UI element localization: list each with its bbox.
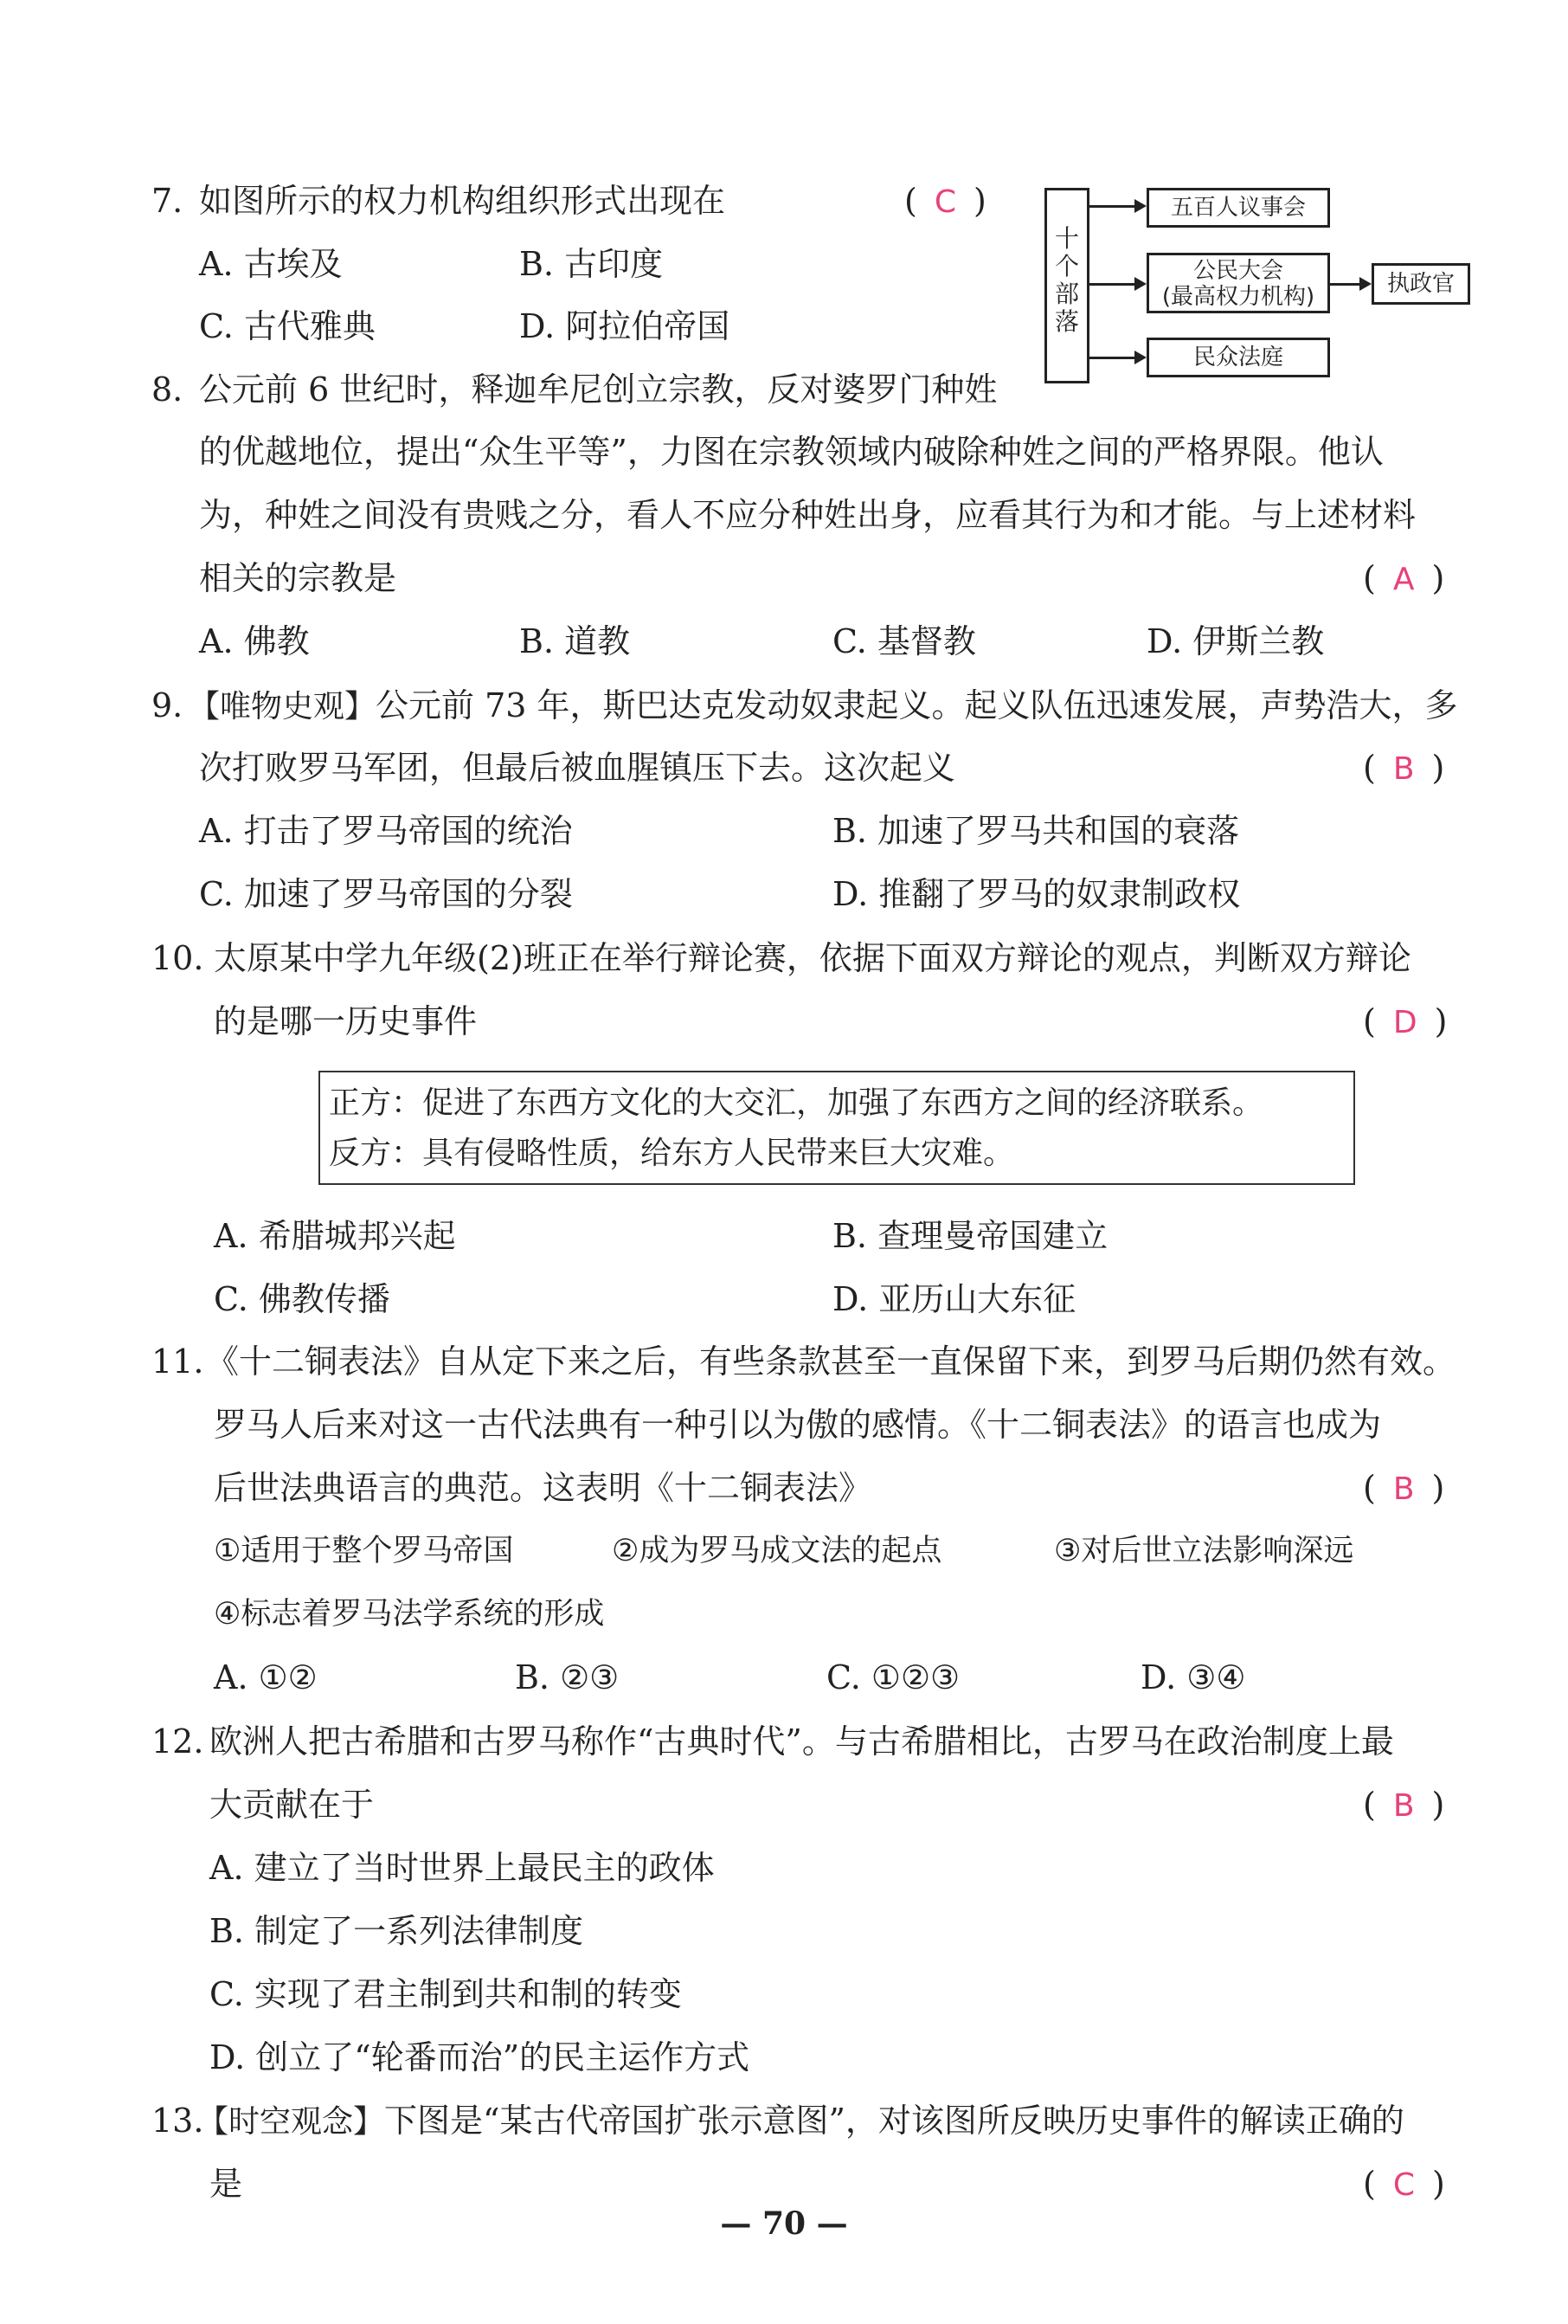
q10-pro-side: 正方：促进了东西方文化的大交汇，加强了东西方之间的经济联系。 — [329, 1085, 1264, 1121]
q11-item-3: ③对后世立法影响深远 — [1054, 1534, 1354, 1568]
q11-option-b: B. ②③ — [515, 1658, 620, 1696]
q11-item-4: ④标志着罗马法学系统的形成 — [214, 1597, 605, 1632]
q8-line-3: 为，种姓之间没有贵贱之分，看人不应分种姓出身，应看其行为和才能。与上述材料 — [199, 496, 1417, 534]
q12-option-a: A. 建立了当时世界上最民主的政体 — [209, 1849, 715, 1887]
q8-line-4: 相关的宗教是 — [199, 559, 397, 597]
q13-answer-letter: C — [1392, 2167, 1415, 2203]
q7-option-d: D. 阿拉伯帝国 — [519, 307, 730, 345]
q12-line-1: 欧洲人把古希腊和古罗马称作“古典时代”。与古希腊相比，古罗马在政治制度上最 — [209, 1722, 1394, 1761]
q11-answer-letter: B — [1392, 1471, 1415, 1507]
q10-answer: ( D ) — [1363, 1002, 1448, 1040]
q13-line-1: 【时空观念】下图是“某古代帝国扩张示意图”，对该图所反映历史事件的解读正确的 — [197, 2102, 1404, 2140]
q9-answer-letter: B — [1392, 751, 1415, 787]
q8-line-2: 的优越地位，提出“众生平等”，力图在宗教领域内破除种姓之间的严格界限。他认 — [199, 433, 1384, 471]
q10-line-2: 的是哪一历史事件 — [214, 1002, 478, 1040]
q9-option-c: C. 加速了罗马帝国的分裂 — [199, 875, 573, 913]
q9-option-b: B. 加速了罗马共和国的衰落 — [832, 812, 1240, 850]
q10-option-b: B. 查理曼帝国建立 — [832, 1217, 1109, 1255]
q11-line-3: 后世法典语言的典范。这表明《十二铜表法》 — [214, 1469, 872, 1507]
q8-option-c: C. 基督教 — [832, 622, 976, 660]
q7-answer-letter: C — [934, 184, 956, 220]
q11-option-d: D. ③④ — [1141, 1658, 1246, 1696]
q8-option-d: D. 伊斯兰教 — [1147, 622, 1325, 660]
q9-line-1: 【唯物史观】公元前 73 年，斯巴达克发动奴隶起义。起义队伍迅速发展，声势浩大，多 — [189, 686, 1458, 724]
q7-power-structure-diagram — [1043, 183, 1475, 391]
q11-item-2: ②成为罗马成文法的起点 — [612, 1534, 942, 1568]
q10-option-c: C. 佛教传播 — [214, 1280, 390, 1318]
q12-option-d: D. 创立了“轮番而治”的民主运作方式 — [209, 2038, 750, 2076]
q7-option-a: A. 古埃及 — [199, 245, 343, 283]
q11-line-2: 罗马人后来对这一古代法典有一种引以为傲的感情。《十二铜表法》的语言也成为 — [214, 1406, 1382, 1444]
page-number: — 70 — — [720, 2205, 848, 2242]
q10-option-d: D. 亚历山大东征 — [832, 1280, 1076, 1318]
q11-line-1: 《十二铜表法》自从定下来之后，有些条款甚至一直保留下来，到罗马后期仍然有效。 — [206, 1342, 1456, 1381]
q12-number: 12. — [151, 1722, 204, 1761]
q8-option-a: A. 佛教 — [199, 622, 310, 660]
q8-answer-letter: A — [1392, 562, 1415, 597]
q11-option-a: A. ①② — [214, 1658, 318, 1696]
diagram-court-box: 民众法庭 — [1147, 338, 1330, 377]
q9-option-a: A. 打击了罗马帝国的统治 — [199, 812, 573, 850]
q12-line-2: 大贡献在于 — [209, 1786, 375, 1824]
q11-number: 11. — [151, 1342, 204, 1381]
q11-answer: ( B ) — [1363, 1469, 1445, 1507]
q10-option-a: A. 希腊城邦兴起 — [214, 1217, 456, 1255]
q8-number: 8. — [151, 370, 183, 409]
q12-answer-letter: B — [1392, 1788, 1415, 1824]
q13-tag: 【时空观念】 — [197, 2104, 385, 2140]
diagram-assembly-box: 公民大会 (最高权力机构) — [1147, 253, 1330, 313]
q12-answer: ( B ) — [1363, 1786, 1445, 1824]
q10-debate-box — [318, 1071, 1355, 1185]
q8-line-1: 公元前 6 世纪时，释迦牟尼创立宗教，反对婆罗门种姓 — [199, 370, 998, 409]
q13-line-2: 是 — [209, 2165, 243, 2203]
q10-number: 10. — [151, 939, 204, 977]
q13-number: 13. — [151, 2102, 204, 2140]
q11-item-1: ①适用于整个罗马帝国 — [214, 1534, 514, 1568]
q9-number: 9. — [151, 686, 183, 724]
q12-option-c: C. 实现了君主制到共和制的转变 — [209, 1975, 682, 2013]
diagram-tribes-box: 十 个 部 落 — [1044, 188, 1089, 383]
q10-answer-letter: D — [1392, 1005, 1417, 1040]
q7-option-c: C. 古代雅典 — [199, 307, 376, 345]
q8-answer: ( A ) — [1363, 559, 1445, 597]
q10-line-1: 太原某中学九年级(2)班正在举行辩论赛，依据下面双方辩论的观点，判断双方辩论 — [214, 939, 1411, 977]
q9-answer: ( B ) — [1363, 749, 1445, 787]
q7-option-b: B. 古印度 — [519, 245, 664, 283]
q7-answer: ( C ) — [904, 182, 986, 220]
q11-option-c: C. ①②③ — [826, 1658, 961, 1696]
q9-option-d: D. 推翻了罗马的奴隶制政权 — [832, 875, 1241, 913]
diagram-council-box: 五百人议事会 — [1147, 188, 1330, 228]
q8-option-b: B. 道教 — [519, 622, 631, 660]
q9-line-2: 次打败罗马军团，但最后被血腥镇压下去。这次起义 — [199, 749, 956, 787]
q7-stem: 如图所示的权力机构组织形式出现在 — [199, 182, 726, 220]
q9-tag: 【唯物史观】 — [189, 689, 376, 724]
q7-number: 7. — [151, 182, 183, 220]
q12-option-b: B. 制定了一系列法律制度 — [209, 1912, 584, 1950]
q10-con-side: 反方：具有侵略性质，给东方人民带来巨大灾难。 — [329, 1136, 1015, 1171]
q13-answer: ( C ) — [1363, 2165, 1445, 2203]
diagram-archon-box: 执政官 — [1372, 263, 1470, 305]
